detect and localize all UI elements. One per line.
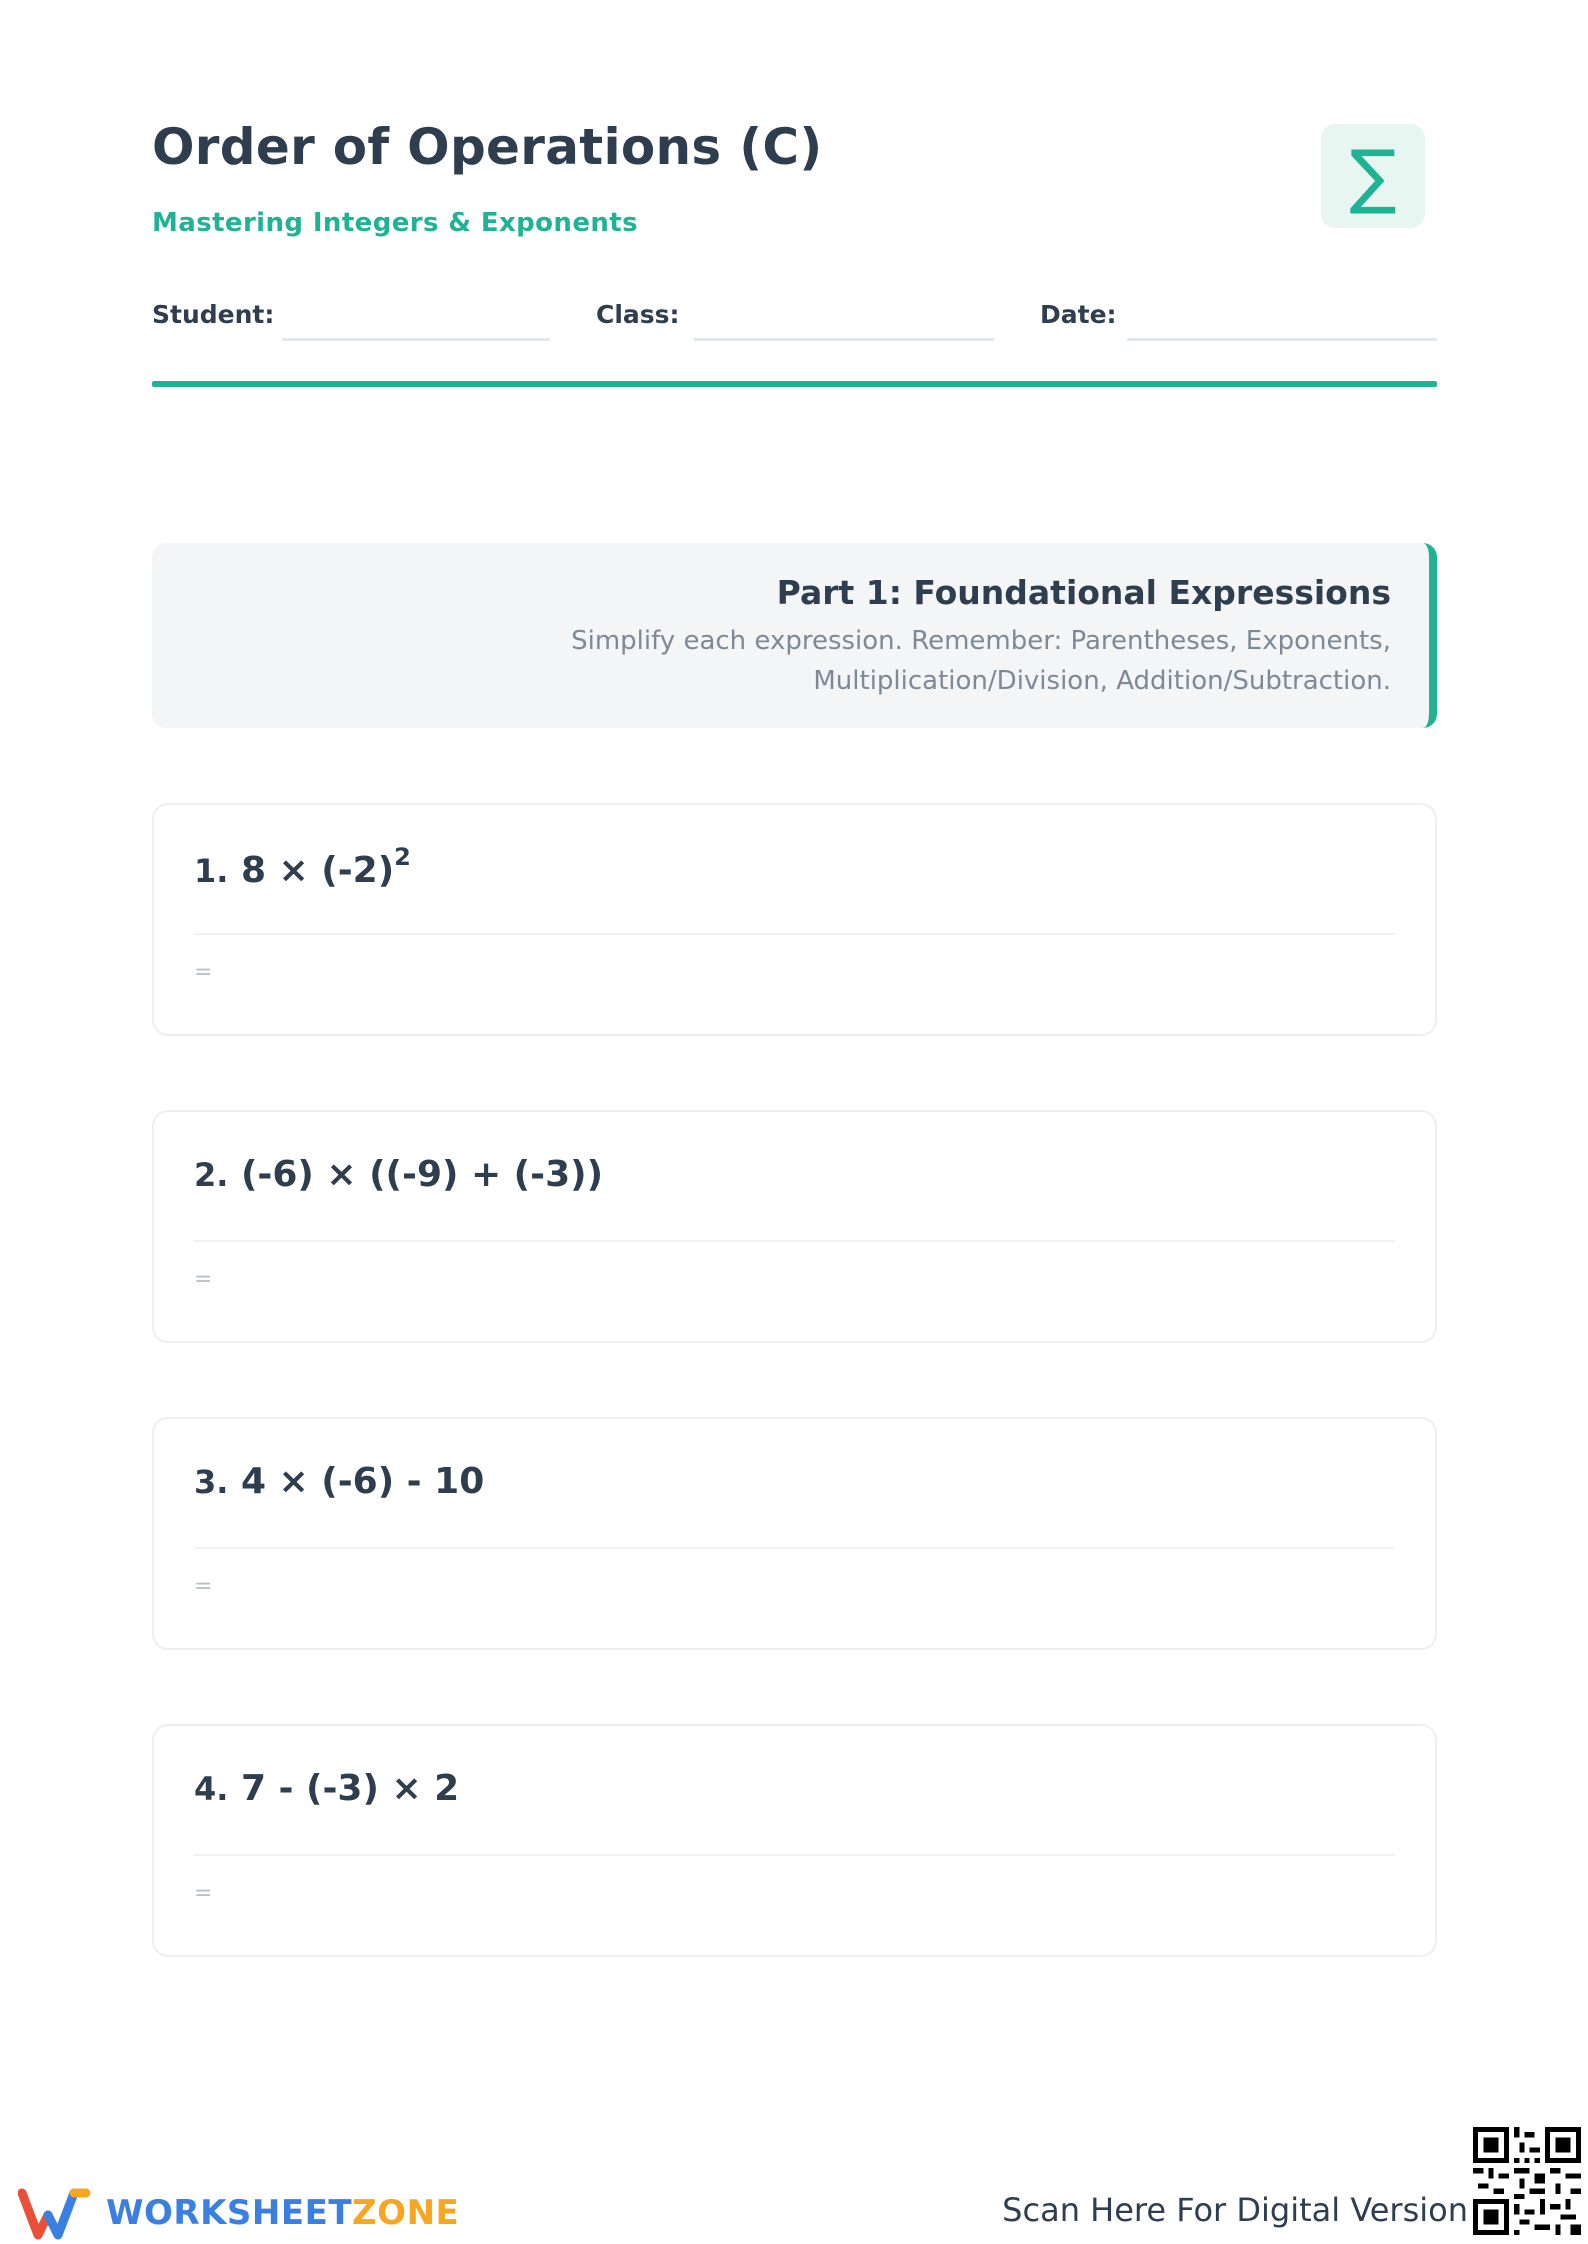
worksheetzone-logo[interactable] xyxy=(18,2183,459,2243)
date-label: Date: xyxy=(1040,300,1117,329)
question-card-3 xyxy=(152,1417,1437,1650)
scan-caption: Scan Here For Digital Version xyxy=(1002,2191,1468,2229)
question-number: 1. xyxy=(194,852,229,890)
answer-field-4[interactable]: = xyxy=(194,1881,213,1906)
brand-name: WORKSHEETZONE xyxy=(106,2193,460,2233)
part-1-instructions: Simplify each expression. Remember: Parentheses, Exponents, Multiplication/Division, Addition/Subtraction. xyxy=(571,626,1391,696)
answer-divider xyxy=(194,933,1395,935)
date-field[interactable] xyxy=(1127,338,1437,341)
exponent: 2 xyxy=(394,843,411,871)
qr-code-icon[interactable] xyxy=(1473,2127,1581,2235)
expression-text: 8 × (-2) xyxy=(240,850,395,891)
question-3-expression xyxy=(194,1461,484,1502)
worksheetzone-w-icon xyxy=(18,2185,92,2241)
class-label: Class: xyxy=(596,300,680,329)
question-2-expression xyxy=(194,1154,603,1195)
header-divider xyxy=(152,381,1437,387)
student-info-row xyxy=(152,300,1437,344)
question-number: 4. xyxy=(194,1770,229,1808)
worksheet-header xyxy=(152,118,1437,238)
question-1-expression xyxy=(194,843,411,891)
question-4-expression xyxy=(194,1768,459,1809)
expression-text: 4 × (-6) - 10 xyxy=(240,1461,485,1502)
answer-field-3[interactable]: = xyxy=(194,1574,213,1599)
question-card-1 xyxy=(152,803,1437,1036)
answer-divider xyxy=(194,1240,1395,1242)
student-field[interactable] xyxy=(282,338,550,341)
expression-text: (-6) × ((-9) + (-3)) xyxy=(240,1154,604,1195)
expression-text: 7 - (-3) × 2 xyxy=(240,1768,460,1809)
class-field[interactable] xyxy=(694,338,994,341)
page-title: Order of Operations (C) xyxy=(152,118,823,176)
answer-field-1[interactable]: = xyxy=(194,960,213,985)
part-1-title: Part 1: Foundational Expressions xyxy=(776,573,1391,612)
question-card-4 xyxy=(152,1724,1437,1957)
sigma-logo xyxy=(1321,124,1425,228)
question-number: 3. xyxy=(194,1463,229,1501)
answer-divider xyxy=(194,1547,1395,1549)
question-card-2 xyxy=(152,1110,1437,1343)
page-subtitle: Mastering Integers & Exponents xyxy=(152,208,638,238)
answer-divider xyxy=(194,1854,1395,1856)
answer-field-2[interactable]: = xyxy=(194,1267,213,1292)
student-label: Student: xyxy=(152,300,275,329)
part-1-banner xyxy=(152,543,1437,728)
sigma-icon: ∑ xyxy=(1349,135,1397,217)
question-number: 2. xyxy=(194,1156,229,1194)
